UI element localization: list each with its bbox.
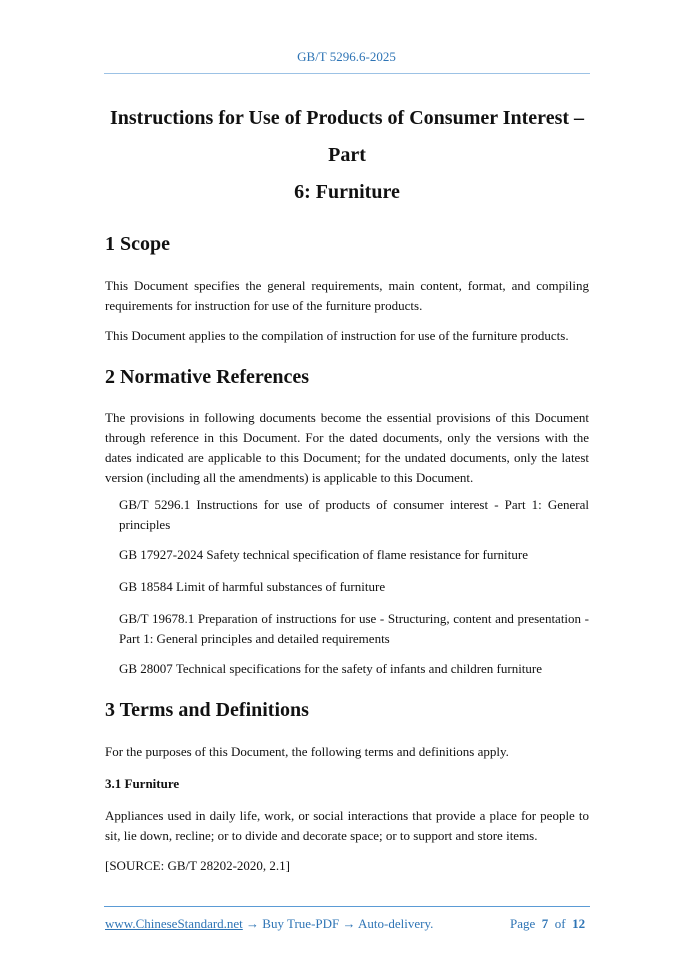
section-heading-scope: 1 Scope bbox=[105, 233, 170, 255]
title-line-2: 6: Furniture bbox=[294, 181, 400, 203]
term-definition-furniture: Appliances used in daily life, work, or social interactions that provide a place for people to sit, lie down, recline; or to divide and decorate space; or to support and store items. bbox=[105, 808, 589, 843]
page-total: 12 bbox=[572, 916, 586, 931]
reference-item: GB/T 5296.1 Instructions for use of products of consumer interest - Part 1: General principles bbox=[119, 497, 589, 532]
reference-item: GB/T 19678.1 Preparation of instructions for use - Structuring, content and presentation - Part 1: General principles and detailed requirements bbox=[119, 611, 589, 646]
title-line-1: Instructions for Use of Products of Consumer Interest – Part bbox=[109, 107, 585, 166]
chinesestandard-link[interactable]: www.ChineseStandard.net bbox=[105, 916, 243, 931]
section-heading-terms-definitions: 3 Terms and Definitions bbox=[105, 699, 309, 721]
page-current: 7 bbox=[541, 916, 549, 931]
term-source: [SOURCE: GB/T 28202-2020, 2.1] bbox=[105, 858, 291, 873]
reference-item: GB 17927-2024 Safety technical specification of flame resistance for furniture bbox=[119, 547, 528, 562]
normative-intro: The provisions in following documents become the essential provisions of this Document through reference in this Document. For the dated documents, only the versions with the dates indicated are applicable to this Document; for the undated documents, only the latest version (including all the amendments) is applicable to this Document. bbox=[105, 410, 589, 485]
reference-item: GB 28007 Technical specifications for the safety of infants and children furniture bbox=[119, 661, 543, 676]
page-label: Page bbox=[510, 916, 536, 931]
footer-tagline: → Buy True-PDF → Auto-delivery. bbox=[242, 916, 434, 931]
footer-divider bbox=[104, 906, 590, 907]
term-heading-furniture: 3.1 Furniture bbox=[105, 776, 180, 791]
terms-intro: For the purposes of this Document, the following terms and definitions apply. bbox=[105, 744, 509, 759]
footer-promo bbox=[105, 916, 433, 932]
reference-item: GB 18584 Limit of harmful substances of furniture bbox=[119, 579, 386, 594]
page-indicator bbox=[510, 916, 585, 932]
of-label: of bbox=[554, 916, 566, 931]
scope-paragraph-1: This Document specifies the general requirements, main content, format, and compiling requirements for instruction for use of the furniture products. bbox=[105, 278, 589, 313]
scope-paragraph-2: This Document applies to the compilation of instruction for use of the furniture products. bbox=[105, 328, 569, 343]
header-divider bbox=[104, 73, 590, 74]
section-heading-normative-references: 2 Normative References bbox=[105, 366, 309, 388]
document-code-header: GB/T 5296.6-2025 bbox=[297, 49, 396, 64]
document-title bbox=[104, 100, 590, 211]
